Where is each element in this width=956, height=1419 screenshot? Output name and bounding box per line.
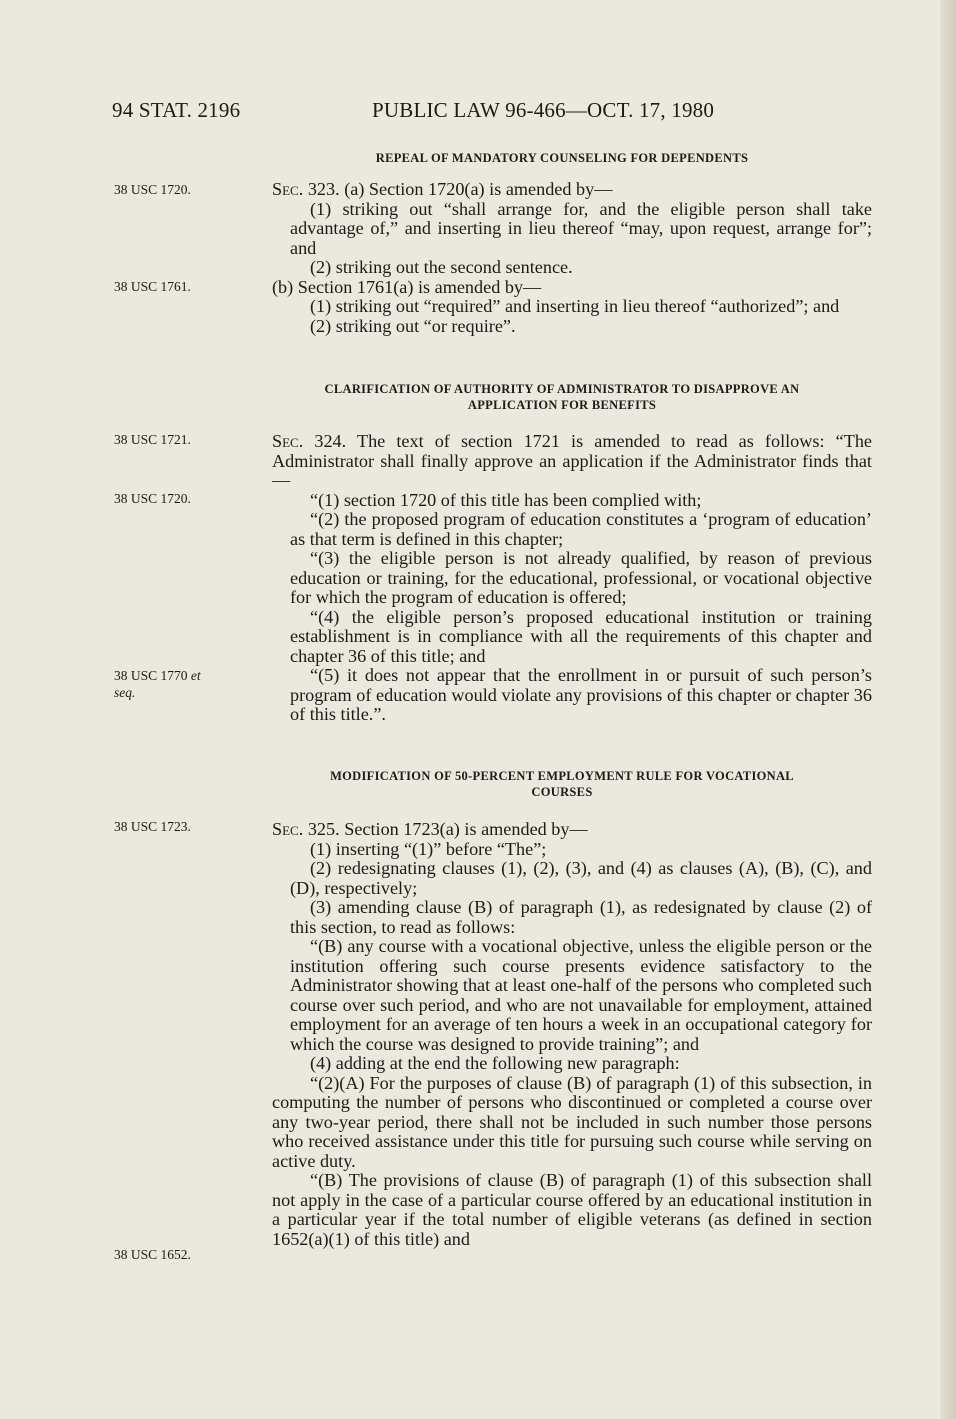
margin-note-1770: 38 USC 1770 et seq. (114, 668, 201, 700)
section-323-intro: Sec. 323. (a) Section 1720(a) is amended by— (272, 179, 613, 199)
public-law-title: PUBLIC LAW 96-466—OCT. 17, 1980 (372, 98, 715, 122)
section-325-clause-2: (2) redesignating clauses (1), (2), (3), and (4) as clauses (A), (B), (C), and (D), respectively; (290, 858, 872, 898)
margin-note-1761: 38 USC 1761. (114, 279, 191, 294)
section-323-clause-1: (1) striking out “shall arrange for, and the eligible person shall take advantage of,” and inserting in lieu thereof “may, upon request, arrange for”; and (290, 198, 872, 258)
section-325-clause-3: (3) amending clause (B) of paragraph (1), as redesignated by clause (2) of this section, to read as follows: (290, 897, 872, 937)
section-324-heading: CLARIFICATION OF AUTHORITY OF ADMINISTRATOR TO DISAPPROVE AN APPLICATION FOR BENEFITS (324, 382, 800, 412)
section-323-subsection-b: (b) Section 1761(a) is amended by— (272, 276, 542, 297)
section-323-body (272, 180, 872, 336)
margin-note-1720: 38 USC 1720. (114, 182, 191, 197)
statute-page-number: 94 STAT. 2196 (112, 98, 241, 122)
sec-325-label: Sec. 325. (272, 819, 340, 839)
section-323-b-clause-2: (2) striking out “or require”. (310, 315, 516, 336)
section-325-intro: Sec. 325. Section 1723(a) is amended by— (272, 819, 588, 839)
section-323-heading: REPEAL OF MANDATORY COUNSELING FOR DEPENDENTS (375, 151, 749, 165)
section-325-clause-4: (4) adding at the end the following new paragraph: (310, 1053, 680, 1073)
section-324-intro: Sec. 324. The text of section 1721 is amended to read as follows: “The Administrator shall finally approve an application if the Administrator finds that— (272, 431, 872, 490)
section-324-item-2: “(2) the proposed program of education constitutes a ‘program of education’ as that term is defined in this chapter; (290, 509, 872, 549)
margin-note-1723: 38 USC 1723. (114, 819, 191, 834)
section-325-clause-1: (1) inserting “(1)” before “The”; (310, 838, 547, 859)
sec-324-label: Sec. 324. (272, 431, 347, 451)
section-323-b-clause-1: (1) striking out “required” and inserting in lieu thereof “authorized”; and (310, 296, 840, 316)
section-324-item-4: “(4) the eligible person’s proposed educational institution or training establishment is in compliance with all the requirements of this chapter and chapter 36 of this title; and (290, 606, 872, 666)
section-325-new-paragraph-2b: “(B) The provisions of clause (B) of paragraph (1) of this subsection shall not apply in the case of a particular course offered by an educational institution in a particular year if the total number of eligible veterans (as defined in section 1652(a)(1) of this title) and (272, 1170, 872, 1249)
section-323-clause-2: (2) striking out the second sentence. (310, 257, 573, 277)
page-header (112, 98, 752, 128)
section-325-body (272, 820, 872, 1249)
section-324-item-5: “(5) it does not appear that the enrollment in or pursuit of such person’s program of education would violate any provisions of this chapter or chapter 36 of this title.”. (290, 665, 872, 724)
section-325-heading: MODIFICATION OF 50-PERCENT EMPLOYMENT RULE FOR VOCATIONAL COURSES (330, 769, 794, 799)
section-325-clause-b-text: “(B) any course with a vocational objective, unless the eligible person or the institution offering such course presents evidence satisfactory to the Administrator showing that at least one-half of the persons who completed such course over such period, and who are not unavailable for employment, attained employment for an average of ten hours a week in an occupational category for which the course was designed to provide training”; and (290, 936, 872, 1054)
margin-note-1652: 38 USC 1652. (114, 1247, 191, 1262)
section-324-item-3: “(3) the eligible person is not already qualified, by reason of previous education or training, for the educational, professional, or vocational objective for which the program of education is offered; (290, 548, 872, 607)
sec-323-label: Sec. 323. (272, 179, 340, 199)
section-325-new-paragraph-2a: “(2)(A) For the purposes of clause (B) of paragraph (1) of this subsection, in computing the number of persons who discontinued or completed a course over any two-year period, there shall not be included in such number those persons who received assistance under this title for pursuing such course while serving on active duty. (272, 1072, 872, 1171)
margin-note-1720b: 38 USC 1720. (114, 491, 191, 506)
section-324-item-1: “(1) section 1720 of this title has been complied with; (310, 489, 702, 510)
margin-note-1721: 38 USC 1721. (114, 432, 191, 447)
section-324-body (272, 432, 872, 725)
page-edge-shadow (940, 0, 956, 1419)
